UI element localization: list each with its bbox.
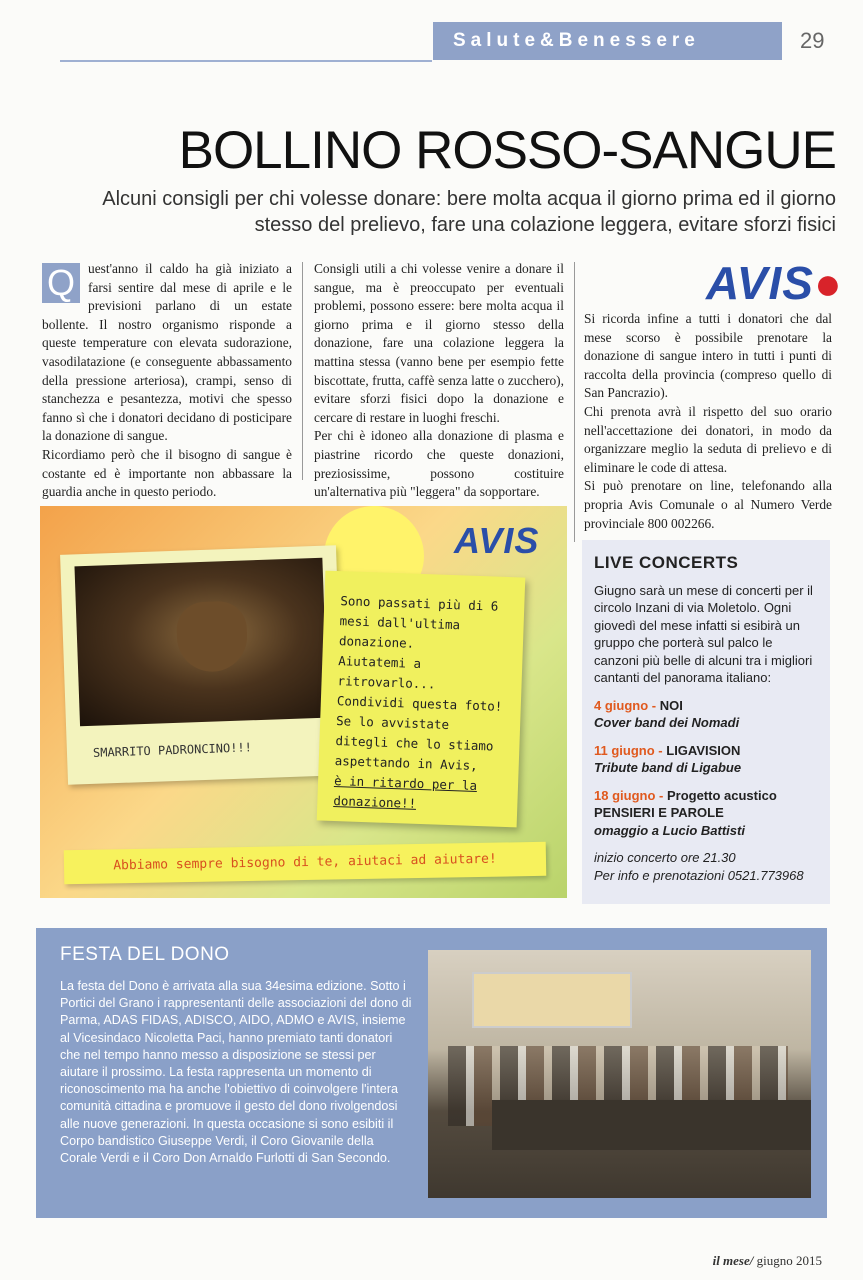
- dog-icon: [176, 600, 248, 672]
- avis-logo-text: AVIS: [706, 257, 814, 309]
- article-column-2: [314, 260, 564, 502]
- paragraph: Consigli utili a chi volesse venire a donare il sangue, ma è preoccupato per eventuali problemi, possono essere: bere molta acqua il giorno prima e il giorno stesso della donazione, fare una colazione leggera la mattina stessa (vanno bene per esempio fette biscottate, frutta, caffè senza latte o zucchero), evitare sforzi fisici dopo la donazione e cercare di restare in luoghi freschi.: [314, 261, 564, 425]
- note-line: Se lo avvistate ditegli che lo stiamo aspettando in Avis,: [334, 713, 494, 774]
- event-subtitle: omaggio a Lucio Battisti: [594, 822, 745, 838]
- concert-info: Per info e prenotazioni 0521.773968: [594, 867, 804, 883]
- paragraph: Si ricorda infine a tutti i donatori che dal mese scorso è possibile prenotare la donazione di sangue intero in tutti i punti di raccolta della provincia (compreso quello di San Pancrazio).: [584, 311, 832, 401]
- note-line: Aiutatemi a ritrovarlo... Condividi questa foto!: [336, 653, 503, 714]
- paragraph: Si può prenotare on line, telefonando alla propria Avis Comunale o al Numero Verde provinciale 800 002266.: [584, 478, 832, 531]
- drop-cap: Q: [42, 263, 80, 303]
- photo-table: [492, 1100, 811, 1150]
- avis-logo: [454, 520, 539, 562]
- event-date: 11 giugno -: [594, 742, 663, 758]
- venue: circolo Inzani di via Moletolo.: [594, 600, 761, 615]
- event-subtitle: Cover band dei Nomadi: [594, 715, 740, 730]
- photo-frame: [60, 545, 344, 784]
- avis-logo: [706, 256, 843, 310]
- concerts-intro: [594, 582, 818, 687]
- article-column-3: [584, 310, 832, 533]
- festa-text: La festa del Dono è arrivata alla sua 34esima edizione. Sotto i Portici del Grano i rappresentanti delle associazioni del dono di Parma, ADAS FIDAS, ADISCO, AIDO, ADMO e AVIS, insieme al Vicesindaco Nicoletta Paci, hanno premiato tanti donatori che nel tempo hanno messo a disposizione se stessi per aiutare il prossimo. La festa rappresenta un momento di riconoscimento ma ha anche l'obiettivo di coinvolgere l'intera comunità cittadina e promuove il gesto del dono rivolgendosi alle nuove generazioni. In questa occasione si sono esibiti il Corpo bandistico Giuseppe Verdi, il Coro Giovanile della Corale Verdi e il Coro Don Arnaldo Furlotti di San Secondo.: [60, 979, 412, 1166]
- blood-drop-icon: ●: [813, 257, 843, 309]
- sticky-note: [317, 571, 526, 828]
- paragraph: Per chi è idoneo alla donazione di plasma e piastrine ricordo che queste donazioni, preziosissime, possono costituire un'alternativa più "leggera" da sopportare.: [314, 428, 564, 500]
- intro-text: Ogni giovedì del mese infatti si esibirà un gruppo che porterà sul palco le canzoni più belle di alcuni tra i migliori cantanti del panorama italiano:: [594, 600, 813, 685]
- event-item: [594, 787, 818, 840]
- event-name: LIGAVISION: [666, 742, 741, 758]
- header-rule: [60, 60, 432, 62]
- avis-logo-text: AVIS: [454, 520, 540, 561]
- intro-text: Giugno sarà un mese di concerti per il: [594, 582, 813, 598]
- page-number: 29: [800, 28, 825, 53]
- concert-start: inizio concerto ore 21.30: [594, 850, 736, 865]
- column-divider: [574, 262, 575, 542]
- avis-poster: [40, 506, 567, 898]
- note-line: è in ritardo per la donazione!!: [333, 773, 478, 811]
- paragraph: Chi prenota avrà il rispetto del suo orario nell'accettazione dei donatori, in modo da organizzare meglio la seduta di prelievo e di eliminare le code di attesa.: [584, 403, 832, 475]
- festa-del-dono-box: [36, 928, 827, 1218]
- paragraph: Ricordiamo però che il bisogno di sangue è costante ed è importante non abbassare la guardia anche in questo periodo.: [42, 446, 292, 500]
- festa-title: FESTA DEL DONO: [60, 944, 230, 965]
- live-concerts-box: [582, 540, 830, 904]
- issue-date: giugno 2015: [753, 1253, 822, 1268]
- note-line: Sono passati più di 6 mesi dall'ultima donazione.: [338, 593, 499, 651]
- event-subtitle: Tribute band di Ligabue: [594, 760, 742, 775]
- photo-banner: [472, 972, 632, 1028]
- concerts-title: LIVE CONCERTS: [594, 553, 739, 572]
- photo-caption: SMARRITO PADRONCINO!!!: [92, 740, 253, 760]
- column-divider: [302, 262, 303, 480]
- event-date: 18 giugno -: [594, 787, 664, 803]
- event-name: Progetto acustico PENSIERI E PAROLE: [594, 787, 777, 820]
- page-footer: [0, 1253, 822, 1269]
- section-label: Salute&Benessere: [433, 22, 782, 60]
- dog-photo: [74, 558, 327, 727]
- event-date: 4 giugno -: [594, 697, 657, 713]
- article-title: BOLLINO ROSSO-SANGUE: [178, 121, 836, 180]
- article-column-1: [42, 260, 292, 502]
- event-name: NOI: [659, 697, 683, 713]
- event-item: [594, 742, 818, 777]
- article-subtitle: Alcuni consigli per chi volesse donare: bere molta acqua il giorno prima ed il giorno stesso del prelievo, fare una colazione leggera, evitare sforzi fisici: [102, 188, 836, 236]
- poster-banner: Abbiamo sempre bisogno di te, aiutaci ad aiutare!: [64, 842, 547, 884]
- magazine-name: il mese/: [712, 1253, 754, 1268]
- event-item: [594, 697, 818, 732]
- event-photo: [428, 950, 811, 1198]
- paragraph: uest'anno il caldo ha già iniziato a farsi sentire dal mese di aprile e le previsioni parlano di un estate bollente. Il nostro organismo risponde a queste temperature con elevata sudorazione, vasodilatazione (e conseguente abbassamento della pressione arteriosa), crampi, senso di stanchezza e pesantezza, motivi che spesso fanno sì che i donatori decidano di posticipare la donazione di sangue.: [42, 261, 292, 444]
